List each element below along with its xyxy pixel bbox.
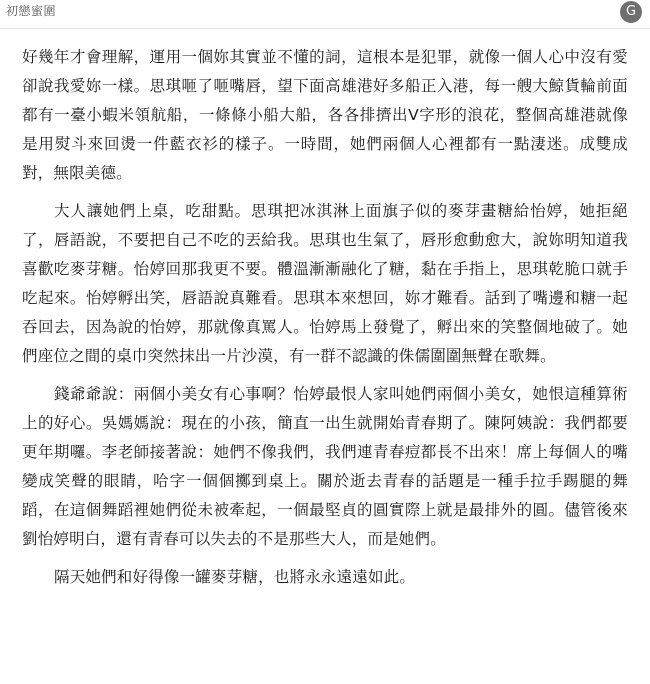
paragraph: 錢爺爺說：兩個小美女有心事啊？怡婷最恨人家叫她們兩個小美女，她恨這種算術上的好心。吳媽媽說：現在的小孩，簡直一出生就開始青春期了。陳阿姨說：我們都要更年期囉。李老師接著說：她們不像我們，我們連青春痘都長不出來！席上每個人的嘴變成笑聲的眼睛，哈字一個個擲到桌上。關於逝去青春的話題是一種手拉手踢腿的舞蹈，在這個舞蹈裡她們從未被牽起，一個最堅貞的圓實際上就是最排外的圓。儘管後來劉怡婷明白，還有青春可以失去的不是那些大人，而是她們。 <box>22 385 628 548</box>
document-body <box>0 29 650 592</box>
circle-button-icon[interactable]: G <box>620 1 642 23</box>
paragraph: 大人讓她們上桌，吃甜點。思琪把冰淇淋上面旗子似的麥芽畫糖給怡婷，她拒絕了，唇語說，不要把自己不吃的丟給我。思琪也生氣了，唇形愈動愈大，說妳明知道我喜歡吃麥芽糖。怡婷回那我更不要。體溫漸漸融化了糖，黏在手指上，思琪乾脆口就手吃起來。怡婷孵出笑，唇語說真難看。思琪本來想回，妳才難看。話到了嘴邊和糖一起吞回去，因為說的怡婷，那就像真罵人。怡婷馬上發覺了，孵出來的笑整個地破了。她們座位之間的桌巾突然抹出一片沙漠，有一群不認識的侏儒圍圍無聲在歌舞。 <box>22 202 628 365</box>
paragraph: 隔天她們和好得像一罐麥芽糖，也將永永遠遠如此。 <box>54 568 416 586</box>
header-bar <box>0 0 650 29</box>
paragraph: 好幾年才會理解，運用一個妳其實並不懂的詞，這根本是犯罪，就像一個人心中沒有愛卻說我愛妳一樣。思琪咂了咂嘴唇，望下面高雄港好多船正入港，每一艘大鯨貨輪前面都有一臺小蝦米領航船，一條條小船大船，各各排擠出V字形的浪花，整個高雄港就像是用熨斗來回燙一件藍衣衫的樣子。一時間，她們兩個人心裡都有一點淒迷。成雙成對，無限美德。 <box>22 48 628 182</box>
page-title: 初戀蜜圍 <box>6 4 57 18</box>
